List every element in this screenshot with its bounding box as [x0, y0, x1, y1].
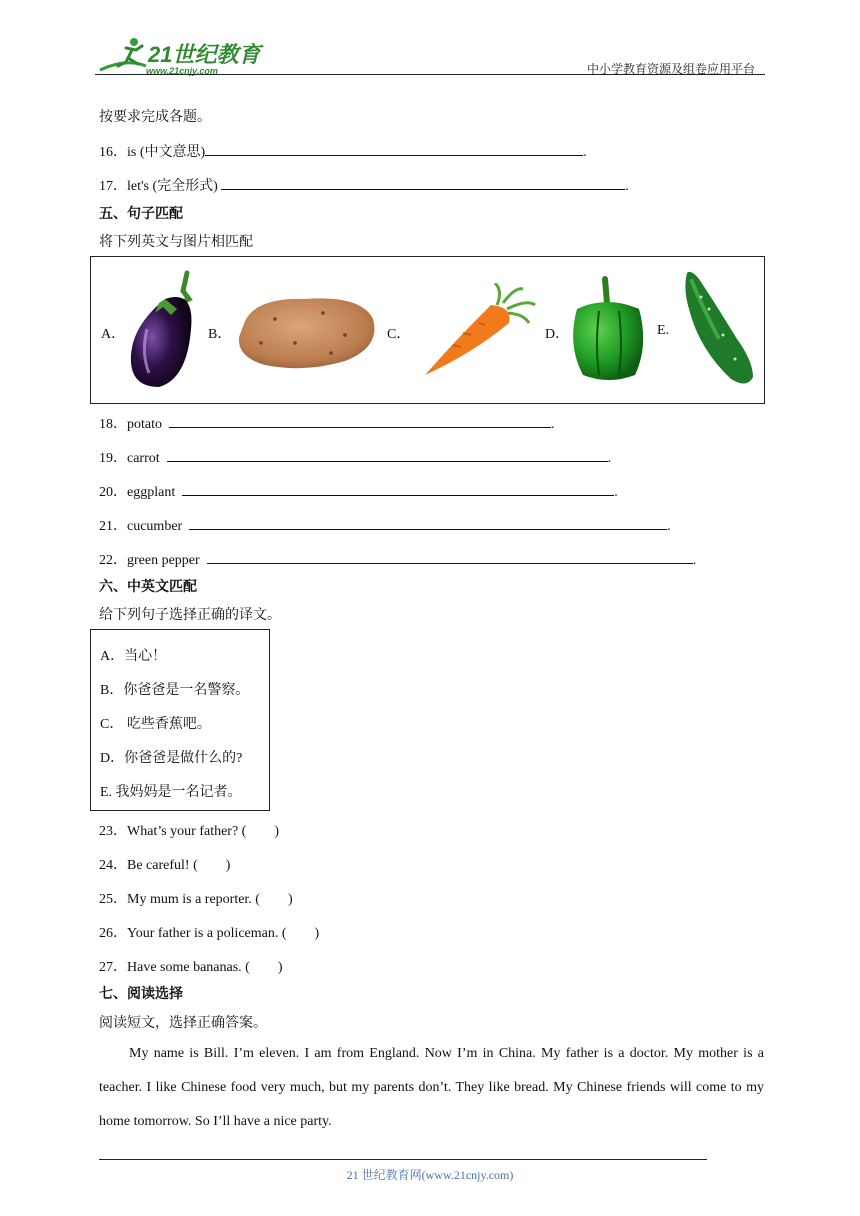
logo-text: 21世纪教育	[148, 42, 261, 67]
section5-title: 五、句子匹配	[99, 207, 183, 222]
section7-title: 七、阅读选择	[99, 987, 183, 1002]
question-25[interactable]: 25．My mum is a reporter. ( )	[99, 892, 293, 907]
option-c: C． 吃些香蕉吧。	[100, 717, 211, 732]
question-18: 18．potato .	[99, 413, 555, 433]
option-e: E. 我妈妈是一名记者。	[100, 785, 242, 800]
translation-options-box	[90, 629, 270, 811]
option-a: A．当心！	[100, 649, 167, 664]
potato-icon	[235, 291, 377, 371]
question-17: 17．let's (完全形式) .	[99, 175, 629, 195]
question-22-text: 22．green pepper	[99, 553, 200, 568]
question-20: 20．eggplant .	[99, 481, 618, 501]
answer-blank-16[interactable]	[205, 142, 583, 156]
section4-instruction: 按要求完成各题。	[99, 110, 211, 125]
answer-blank-21[interactable]	[189, 516, 667, 530]
question-16: 16．is (中文意思) .	[99, 141, 587, 161]
reading-passage: My name is Bill. I’m eleven. I am from England. Now I’m in China. My father is a doctor. My mother is a teacher. I like Chinese food very much, but my parents don’t. They like bread. My Chinese friends will come to my home tomorrow. So I’ll have a nice party.	[99, 1046, 764, 1129]
option-d: D．你爸爸是做什么的?	[100, 751, 243, 766]
header-divider	[95, 74, 765, 75]
question-21-text: 21．cucumber	[99, 519, 183, 534]
logo-url: www.21cnjy.com	[146, 66, 218, 76]
section7-instruction: 阅读短文，选择正确答案。	[99, 1016, 267, 1031]
header-platform-text: 中小学教育资源及组卷应用平台	[586, 62, 755, 76]
section6-instruction: 给下列句子选择正确的译文。	[99, 608, 281, 623]
image-label-d: D．	[545, 327, 570, 342]
section6-title: 六、中英文匹配	[99, 580, 197, 595]
question-24[interactable]: 24．Be careful! ( )	[99, 858, 231, 873]
eggplant-icon	[125, 269, 209, 391]
logo	[96, 36, 266, 76]
image-label-c: C．	[387, 327, 411, 342]
green-pepper-icon	[569, 275, 647, 383]
question-20-text: 20．eggplant	[99, 485, 176, 500]
cucumber-icon	[679, 269, 759, 389]
answer-blank-20[interactable]	[182, 482, 614, 496]
question-21: 21．cucumber .	[99, 515, 671, 535]
answer-blank-19[interactable]	[167, 448, 608, 462]
vegetable-picture-box	[90, 256, 765, 404]
question-16-text: 16．is (中文意思)	[99, 145, 206, 160]
question-22: 22．green pepper .	[99, 549, 696, 569]
answer-blank-18[interactable]	[169, 414, 551, 428]
question-17-text: 17．let's (完全形式)	[99, 179, 218, 194]
question-19: 19．carrot .	[99, 447, 611, 467]
footer-divider	[99, 1159, 707, 1160]
answer-blank-22[interactable]	[207, 550, 693, 564]
answer-blank-17[interactable]	[221, 176, 625, 190]
footer-text: 21 世纪教育网(www.21cnjy.com)	[346, 1168, 514, 1182]
option-b: B．你爸爸是一名警察。	[100, 683, 250, 698]
question-27[interactable]: 27．Have some bananas. ( )	[99, 960, 283, 975]
question-26[interactable]: 26．Your father is a policeman. ( )	[99, 926, 320, 941]
carrot-icon	[423, 283, 537, 377]
question-23[interactable]: 23．What’s your father? ( )	[99, 824, 279, 839]
question-19-text: 19．carrot	[99, 451, 160, 466]
image-label-b: B．	[208, 327, 232, 342]
image-label-a: A．	[101, 327, 126, 342]
question-18-text: 18．potato	[99, 417, 162, 432]
image-label-e: E.	[657, 323, 670, 338]
section5-instruction: 将下列英文与图片相匹配	[99, 235, 253, 250]
